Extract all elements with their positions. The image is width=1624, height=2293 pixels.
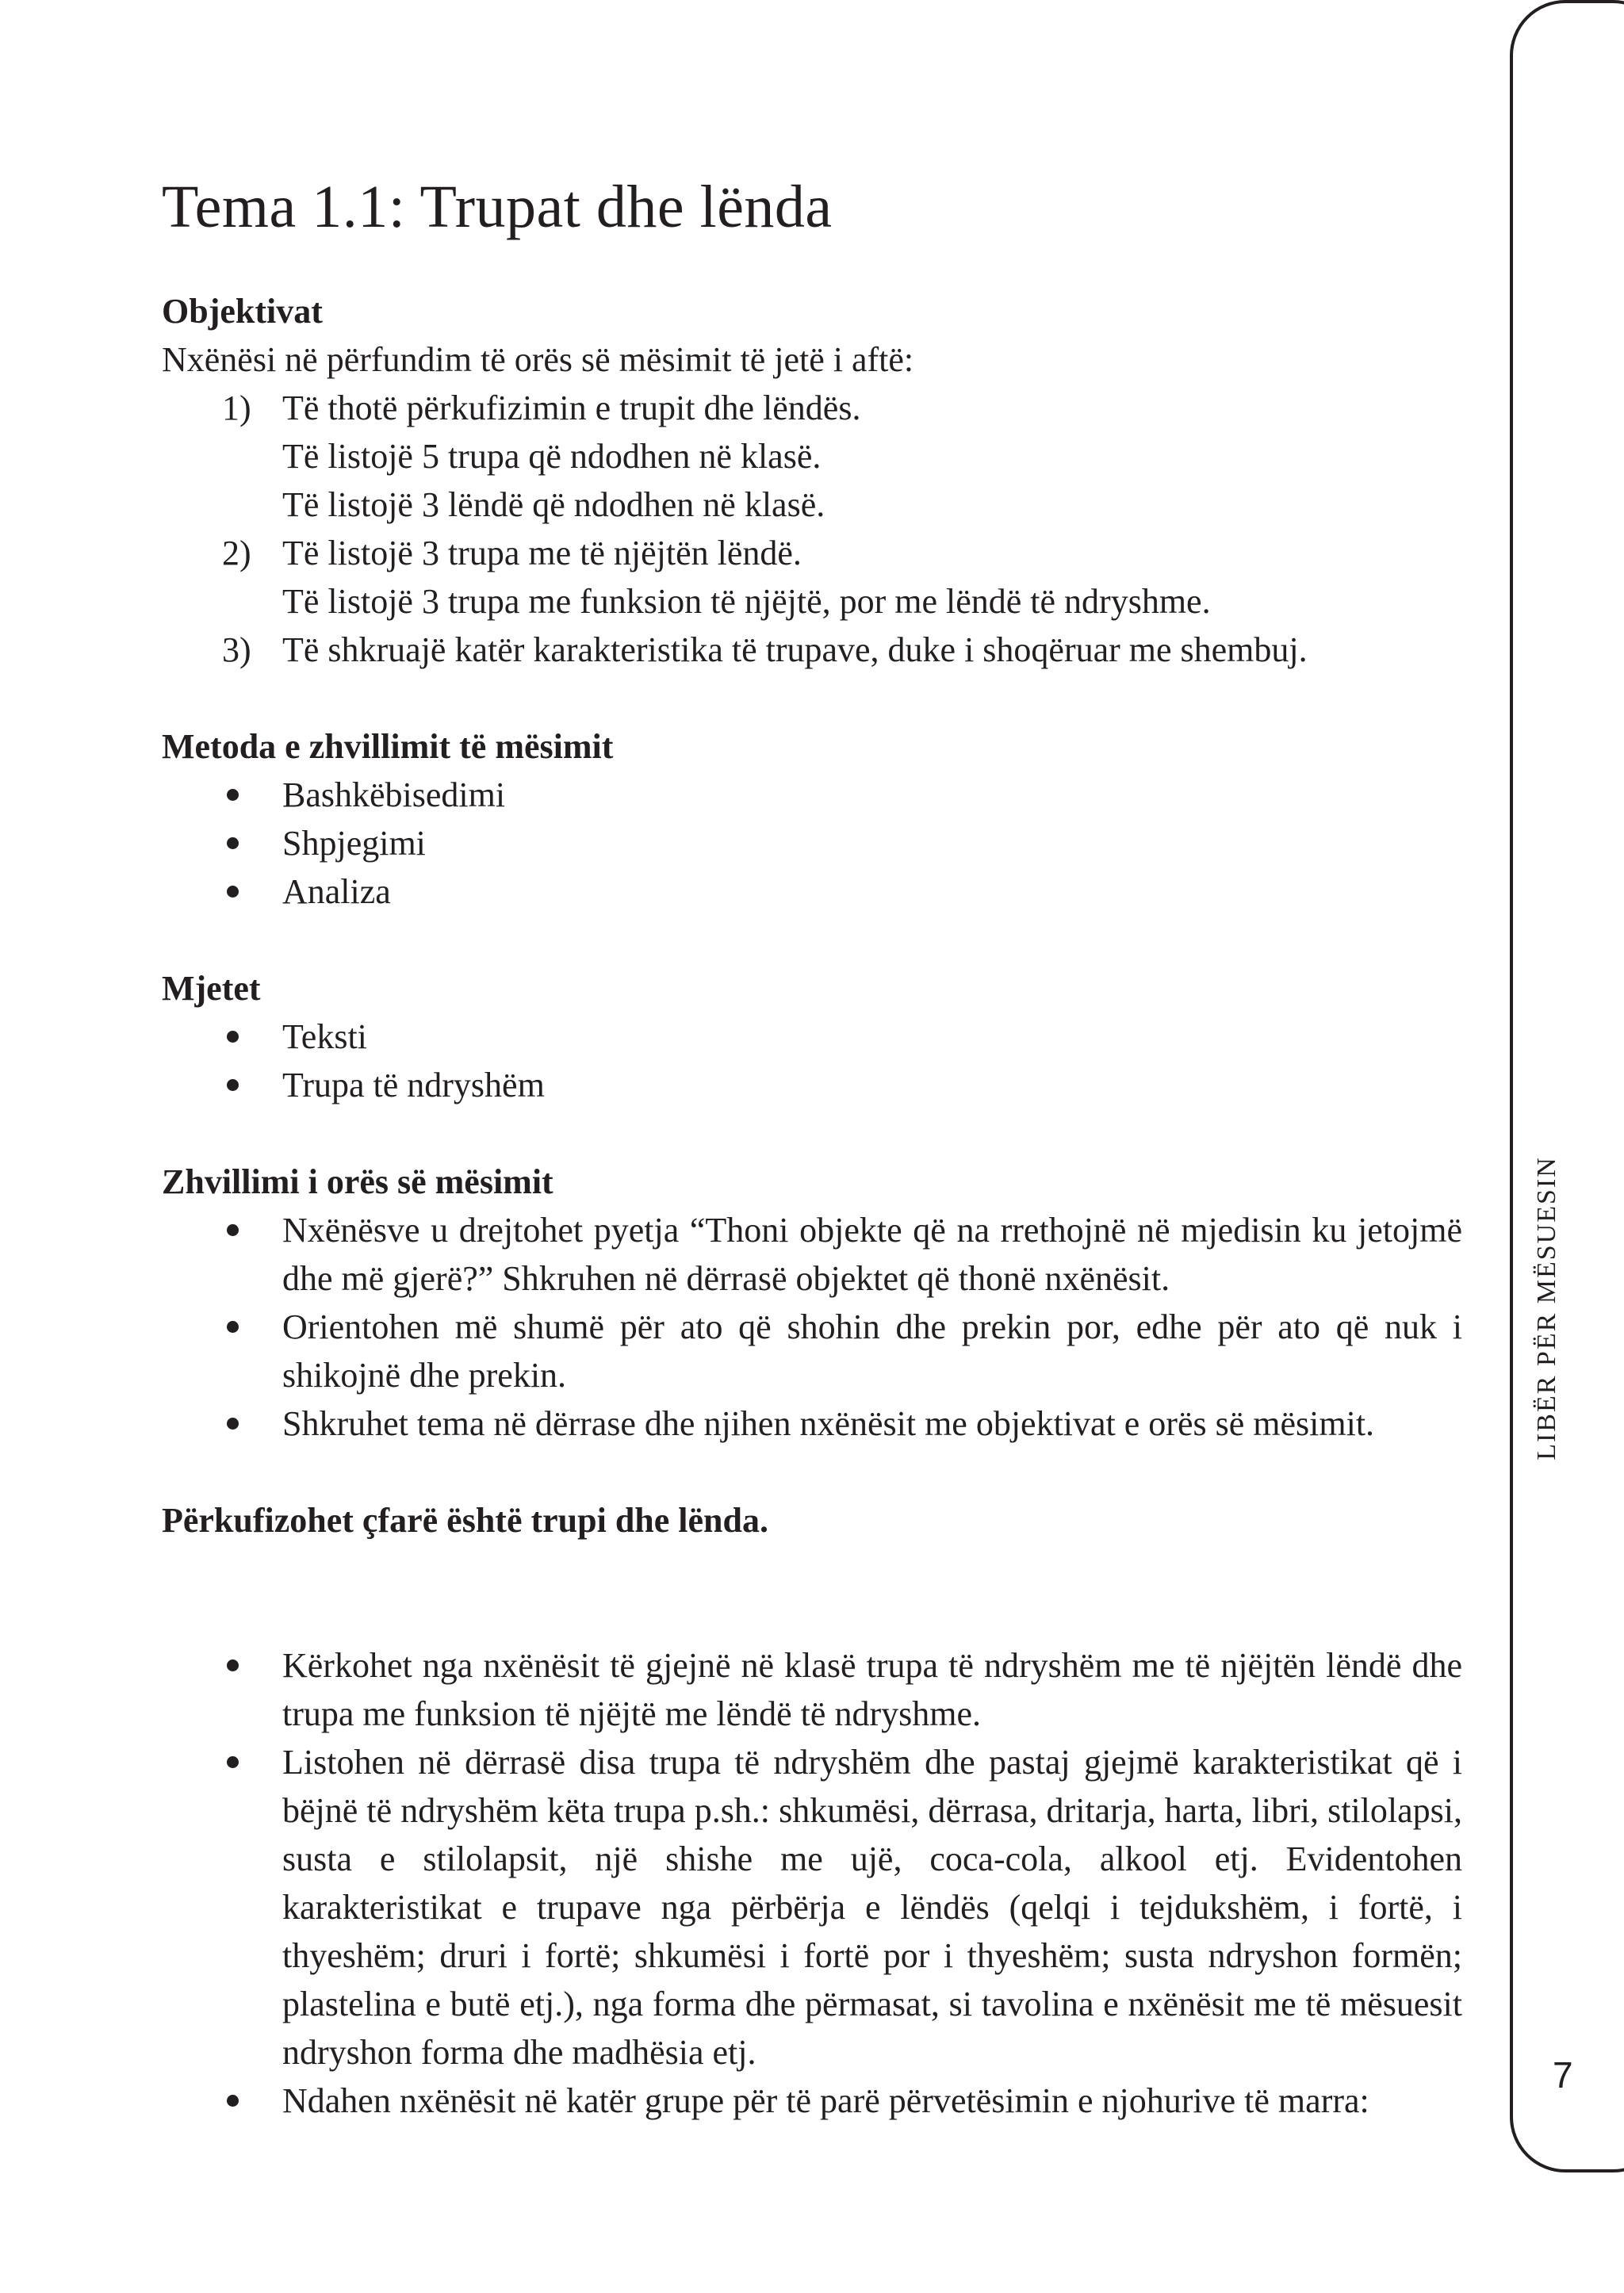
list-item xyxy=(162,1206,1462,1303)
list-item xyxy=(162,2077,1462,2125)
page-number: 7 xyxy=(1553,2054,1573,2096)
list-item-text: Shpjegimi xyxy=(282,824,426,863)
list-item xyxy=(162,1061,1462,1109)
method-list xyxy=(162,771,1462,916)
method-heading: Metoda e zhvillimit të mësimit xyxy=(162,727,614,766)
bullet-icon xyxy=(227,1031,239,1043)
development-list xyxy=(162,1206,1462,1448)
definition-heading: Përkufizohet çfarë është trupi dhe lënda. xyxy=(162,1501,768,1540)
side-tab-frame xyxy=(1510,0,1624,2172)
bullet-icon xyxy=(227,1659,239,1671)
list-item-text: Analiza xyxy=(282,872,391,911)
list-item xyxy=(162,867,1462,916)
bullet-icon xyxy=(227,789,239,801)
list-item-text: Ndahen nxënësit në katër grupe për të parë përvetësimin e njohurive të marra: xyxy=(282,2081,1369,2120)
objective-number: 2) xyxy=(222,534,251,572)
list-item-text: Trupa të ndryshëm xyxy=(282,1066,545,1104)
list-item-text: Bashkëbisedimi xyxy=(282,775,506,814)
bullet-icon xyxy=(227,1079,239,1091)
objective-item xyxy=(162,626,1462,674)
list-item xyxy=(162,1738,1462,2077)
list-item-text: Orientohen më shumë për ato që shohin dhe prekin por, edhe për ato që nuk i shikojnë dhe prekin. xyxy=(282,1307,1462,1395)
list-item xyxy=(162,771,1462,819)
list-item-text: Nxënësve u drejtohet pyetja “Thoni objekte që na rrethojnë në mjedisin ku jetojmë dhe më gjerë?” Shkruhen në dërrasë objektet që thonë nxënësit. xyxy=(282,1211,1462,1298)
bullet-icon xyxy=(227,837,239,849)
bullet-icon xyxy=(227,886,239,898)
bullet-icon xyxy=(227,1224,239,1236)
objective-line: Të listojë 3 trupa me funksion të njëjtë, por me lëndë të ndryshme. xyxy=(282,582,1211,621)
side-label: LIBËR PËR MËSUESIN xyxy=(1532,1156,1561,1460)
list-item xyxy=(162,1641,1462,1738)
development-heading: Zhvillimi i orës së mësimit xyxy=(162,1162,553,1201)
tools-list xyxy=(162,1013,1462,1109)
list-item xyxy=(162,1303,1462,1399)
list-item-text: Teksti xyxy=(282,1017,367,1056)
bullet-icon xyxy=(227,1756,239,1768)
objective-item xyxy=(162,384,1462,529)
objectives-intro: Nxënësi në përfundim të orës së mësimit të jetë i aftë: xyxy=(162,340,914,379)
objective-line: Të listojë 3 trupa me të njëjtën lëndë. xyxy=(282,534,802,572)
objective-line: Të thotë përkufizimin e trupit dhe lëndës. xyxy=(282,389,861,427)
list-item-text: Kërkohet nga nxënësit të gjejnë në klasë trupa të ndryshëm me të njëjtën lëndë dhe trupa me funksion të njëjtë me lëndë të ndryshme. xyxy=(282,1646,1462,1733)
list-item xyxy=(162,819,1462,867)
objective-line: Të shkruajë katër karakteristika të trupave, duke i shoqëruar me shembuj. xyxy=(282,630,1308,669)
objective-line: Të listojë 3 lëndë që ndodhen në klasë. xyxy=(282,485,825,524)
objectives-heading: Objektivat xyxy=(162,292,323,331)
list-item xyxy=(162,1013,1462,1061)
objective-line: Të listojë 5 trupa që ndodhen në klasë. xyxy=(282,437,822,476)
bullet-icon xyxy=(227,2095,239,2107)
page-content xyxy=(162,287,1462,2125)
bullet-icon xyxy=(227,1418,239,1430)
objective-number: 3) xyxy=(222,630,251,669)
list-item xyxy=(162,1399,1462,1448)
objective-item xyxy=(162,529,1462,626)
bullet-icon xyxy=(227,1321,239,1333)
objectives-list xyxy=(162,384,1462,674)
page-title: Tema 1.1: Trupat dhe lënda xyxy=(162,174,833,240)
list-item-text: Shkruhet tema në dërrase dhe njihen nxënësit me objektivat e orës së mësimit. xyxy=(282,1404,1375,1443)
objective-number: 1) xyxy=(222,389,251,427)
tools-heading: Mjetet xyxy=(162,969,261,1008)
list-item-text: Listohen në dërrasë disa trupa të ndryshëm dhe pastaj gjejmë karakteristikat që i bëjnë të ndryshëm këta trupa p.sh.: shkumësi, dërrasa, dritarja, harta, libri, stilolapsi, susta e stilolapsit, një shishe me ujë, coca-cola, alkool etj. Evidentohen karakteristikat e trupave nga përbërja e lëndës (qelqi i tejdukshëm, i fortë, i thyeshëm; druri i fortë; shkumësi i fortë por i thyeshëm; susta ndryshon formën; plastelina e butë etj.), nga forma dhe përmasat, si tavolina e nxënësit me të mësuesit ndryshon forma dhe madhësia etj. xyxy=(282,1743,1462,2072)
definition-list xyxy=(162,1641,1462,2125)
